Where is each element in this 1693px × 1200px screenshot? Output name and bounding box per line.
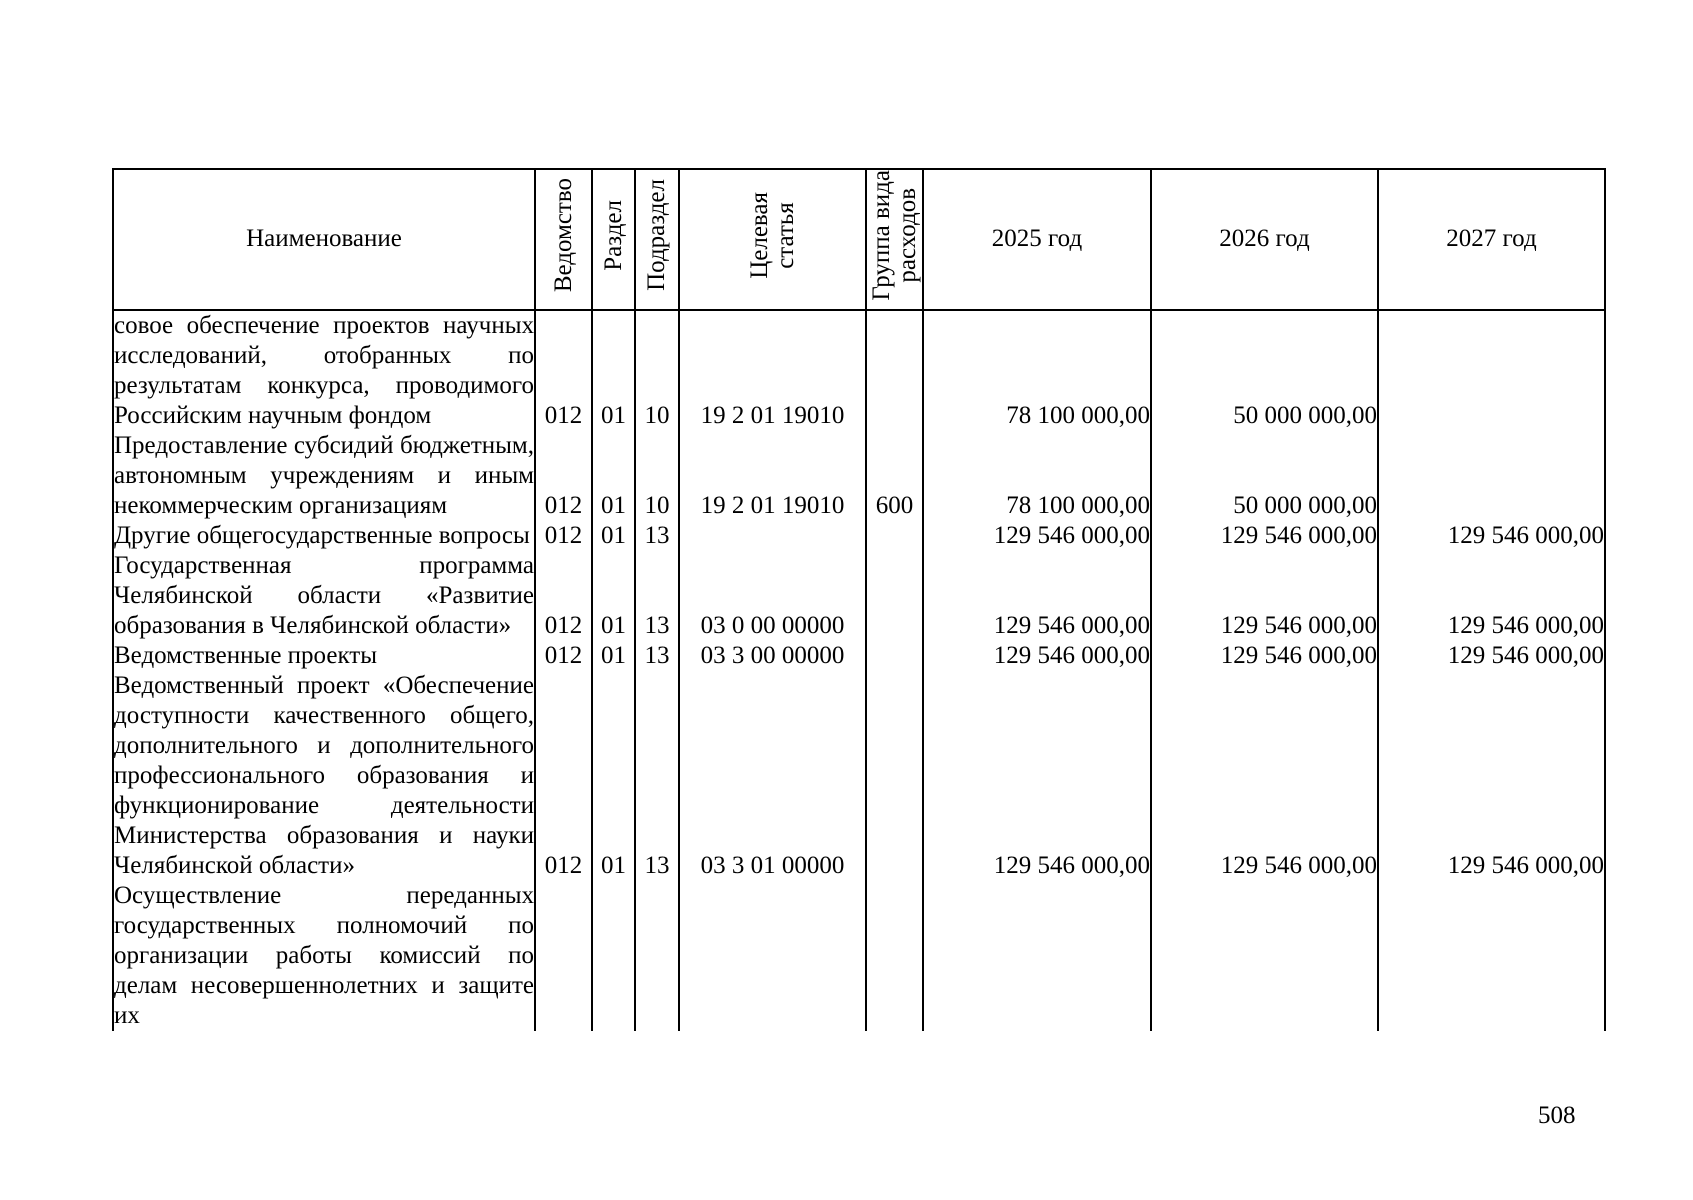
row-target: [679, 881, 866, 1031]
row-dept: 012: [535, 551, 592, 641]
row-2026: 50 000 000,00: [1151, 310, 1378, 431]
row-target: 03 3 00 00000: [679, 641, 866, 671]
header-2026: 2026 год: [1151, 169, 1378, 310]
row-section: 01: [592, 551, 635, 641]
table-row: [113, 310, 1605, 431]
row-target: [679, 521, 866, 551]
row-subsection: 13: [635, 641, 679, 671]
row-section: 01: [592, 521, 635, 551]
row-expense-group: [866, 521, 923, 551]
row-name: Ведомственный проект «Обеспечение доступности качественного общего, дополнительного и дополнительного профессионального образования и функционирование деятельности Министерства образования и науки Челябинской области»: [114, 671, 534, 879]
row-section: 01: [592, 641, 635, 671]
row-2027: [1378, 431, 1605, 521]
row-target: 19 2 01 19010: [679, 431, 866, 521]
row-2026: [1151, 881, 1378, 1031]
row-subsection: [635, 881, 679, 1031]
row-2025: 78 100 000,00: [923, 310, 1151, 431]
row-subsection: 10: [635, 431, 679, 521]
row-2027: 129 546 000,00: [1378, 521, 1605, 551]
row-name: совое обеспечение проектов научных исследований, отобранных по результатам конкурса, проводимого Российским научным фондом: [114, 311, 534, 429]
header-section: Раздел: [592, 169, 635, 310]
header-name: Наименование: [113, 169, 535, 310]
row-dept: [535, 881, 592, 1031]
row-2025: [923, 881, 1151, 1031]
row-expense-group: [866, 671, 923, 881]
row-expense-group: [866, 310, 923, 431]
table-row: [113, 671, 1605, 881]
row-section: 01: [592, 671, 635, 881]
row-section: [592, 881, 635, 1031]
row-2025: 129 546 000,00: [923, 641, 1151, 671]
row-2026: 129 546 000,00: [1151, 671, 1378, 881]
table-header-row: [113, 169, 1605, 310]
header-subsection: Подраздел: [635, 169, 679, 310]
row-name: Другие общегосударственные вопросы: [113, 521, 535, 551]
row-2025: 129 546 000,00: [923, 671, 1151, 881]
row-2027: 129 546 000,00: [1378, 551, 1605, 641]
row-subsection: 13: [635, 671, 679, 881]
table-row: [113, 431, 1605, 521]
row-dept: 012: [535, 310, 592, 431]
row-2026: 50 000 000,00: [1151, 431, 1378, 521]
row-2025: 129 546 000,00: [923, 521, 1151, 551]
row-name: Осуществление переданных государственных полномочий по организации работы комиссий по делам несовершеннолетних и защите их: [114, 881, 534, 1029]
row-2027: [1378, 881, 1605, 1031]
row-section: 01: [592, 431, 635, 521]
page-number: 508: [1538, 1102, 1576, 1129]
budget-table: [112, 168, 1606, 1031]
row-target: 03 3 01 00000: [679, 671, 866, 881]
row-name: Ведомственные проекты: [113, 641, 535, 671]
row-2027: 129 546 000,00: [1378, 641, 1605, 671]
row-name: Государственная программа Челябинской области «Развитие образования в Челябинской области»: [114, 551, 534, 639]
row-dept: 012: [535, 431, 592, 521]
header-2027: 2027 год: [1378, 169, 1605, 310]
row-expense-group: [866, 881, 923, 1031]
table-row: [113, 551, 1605, 641]
row-2025: 78 100 000,00: [923, 431, 1151, 521]
row-2026: 129 546 000,00: [1151, 641, 1378, 671]
row-section: 01: [592, 310, 635, 431]
row-target: 19 2 01 19010: [679, 310, 866, 431]
table-row: [113, 881, 1605, 1031]
row-2026: 129 546 000,00: [1151, 551, 1378, 641]
header-target: Целевая статья: [679, 169, 866, 310]
row-name: Предоставление субсидий бюджетным, автономным учреждениям и иным некоммерческим организациям: [114, 431, 534, 519]
row-subsection: 13: [635, 521, 679, 551]
header-2025: 2025 год: [923, 169, 1151, 310]
row-expense-group: [866, 641, 923, 671]
table-row: [113, 641, 1605, 671]
row-2026: 129 546 000,00: [1151, 521, 1378, 551]
row-dept: 012: [535, 521, 592, 551]
row-dept: 012: [535, 641, 592, 671]
row-2027: 129 546 000,00: [1378, 671, 1605, 881]
row-2027: [1378, 310, 1605, 431]
row-target: 03 0 00 00000: [679, 551, 866, 641]
row-expense-group: [866, 551, 923, 641]
row-dept: 012: [535, 671, 592, 881]
row-2025: 129 546 000,00: [923, 551, 1151, 641]
header-dept: Ведомство: [535, 169, 592, 310]
row-subsection: 10: [635, 310, 679, 431]
row-expense-group: 600: [866, 431, 923, 521]
table-row: [113, 521, 1605, 551]
row-subsection: 13: [635, 551, 679, 641]
header-expense-group: Группа вида расходов: [866, 169, 923, 310]
